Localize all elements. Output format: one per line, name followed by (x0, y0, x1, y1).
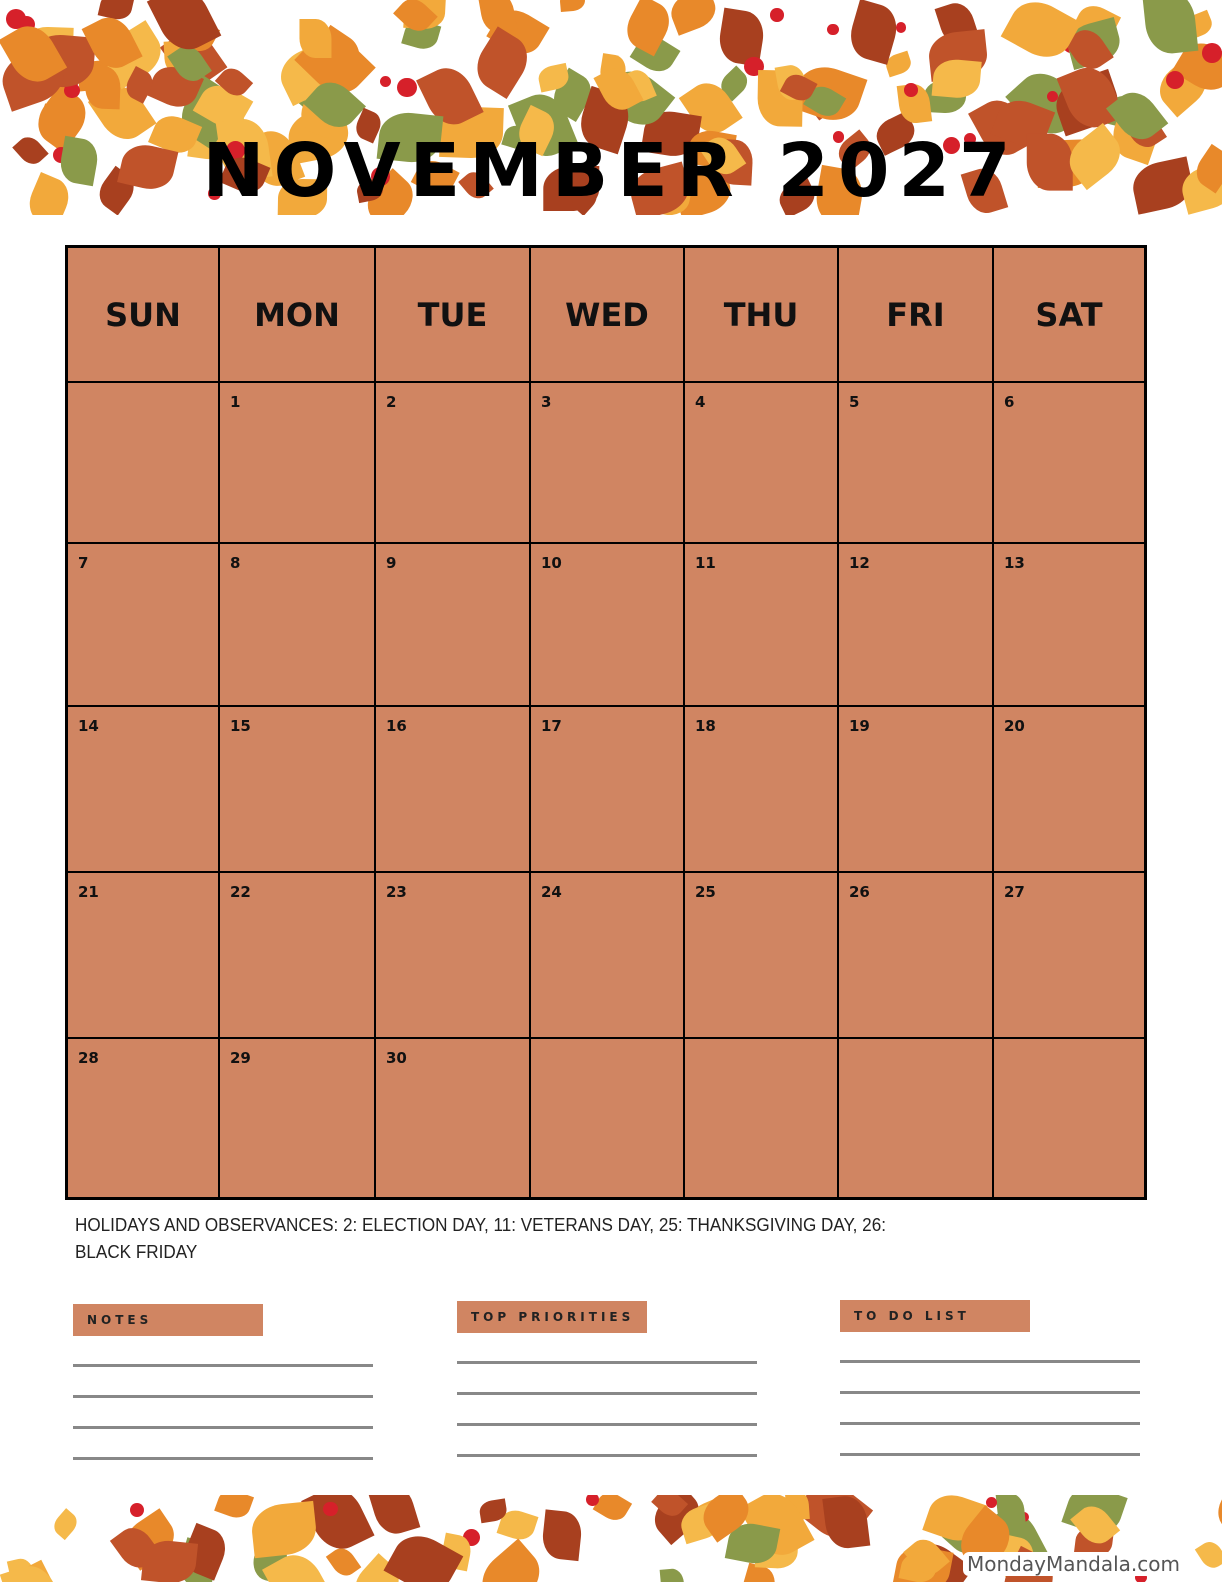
leaf-icon (1195, 1538, 1222, 1573)
day-cell[interactable] (376, 707, 531, 873)
weekday-header: MON (220, 248, 376, 383)
leaf-icon (50, 1508, 82, 1540)
day-number: 17 (541, 717, 562, 735)
day-cell[interactable] (68, 383, 220, 544)
notes-line[interactable] (73, 1364, 373, 1367)
day-cell[interactable] (531, 707, 685, 873)
day-cell[interactable] (68, 707, 220, 873)
day-cell[interactable] (531, 873, 685, 1039)
leaf-icon (323, 1502, 338, 1517)
day-cell[interactable] (68, 544, 220, 707)
day-cell[interactable] (68, 1039, 220, 1197)
day-number: 23 (386, 883, 407, 901)
day-cell[interactable] (685, 544, 839, 707)
priority-line[interactable] (457, 1361, 757, 1364)
calendar-grid (65, 245, 1147, 1200)
holidays-note: HOLIDAYS AND OBSERVANCES: 2: ELECTION DAY, 11: VETERANS DAY, 25: THANKSGIVING DAY, 26: BLACK FRIDAY (75, 1215, 886, 1262)
day-number: 14 (78, 717, 99, 735)
notes-section (73, 1304, 373, 1460)
leaf-icon (300, 19, 332, 58)
priority-line[interactable] (457, 1423, 757, 1426)
day-number: 25 (695, 883, 716, 901)
top-priorities-section (457, 1301, 757, 1457)
leaf-icon (827, 24, 839, 36)
leaf-icon (1166, 71, 1184, 89)
day-number: 11 (695, 554, 716, 572)
leaf-icon (326, 1543, 362, 1580)
todo-label: TO DO LIST (840, 1300, 1030, 1332)
leaf-icon (770, 8, 783, 21)
day-cell[interactable] (839, 707, 994, 873)
leaf-icon (586, 1495, 599, 1506)
day-number: 7 (78, 554, 89, 572)
day-cell[interactable] (685, 873, 839, 1039)
day-number: 27 (1004, 883, 1025, 901)
notes-line[interactable] (73, 1457, 373, 1460)
leaf-icon (932, 58, 982, 100)
leaf-icon (1001, 0, 1082, 67)
weekday-header: SUN (68, 248, 220, 383)
priority-line[interactable] (457, 1392, 757, 1395)
day-cell[interactable] (685, 383, 839, 544)
leaf-icon (1142, 0, 1198, 56)
day-number: 28 (78, 1049, 99, 1067)
leaf-icon (368, 1495, 421, 1538)
day-number: 29 (230, 1049, 251, 1067)
weekday-header: FRI (839, 248, 994, 383)
day-cell[interactable] (994, 707, 1144, 873)
day-cell[interactable] (68, 873, 220, 1039)
weekday-header: THU (685, 248, 839, 383)
priority-line[interactable] (457, 1454, 757, 1457)
day-cell[interactable] (376, 383, 531, 544)
day-number: 8 (230, 554, 241, 572)
day-cell[interactable] (531, 383, 685, 544)
day-cell[interactable] (839, 544, 994, 707)
day-cell[interactable] (994, 383, 1144, 544)
day-number: 6 (1004, 393, 1015, 411)
day-number: 18 (695, 717, 716, 735)
day-cell[interactable] (994, 1039, 1144, 1197)
day-number: 5 (849, 393, 860, 411)
day-cell[interactable] (376, 1039, 531, 1197)
day-cell[interactable] (839, 383, 994, 544)
todo-line[interactable] (840, 1453, 1140, 1456)
day-cell[interactable] (220, 383, 376, 544)
day-cell[interactable] (531, 544, 685, 707)
day-number: 26 (849, 883, 870, 901)
day-number: 15 (230, 717, 251, 735)
leaf-icon (986, 1497, 997, 1508)
leaf-icon (559, 0, 586, 12)
day-number: 2 (386, 393, 397, 411)
day-number: 20 (1004, 717, 1025, 735)
todo-line[interactable] (840, 1391, 1140, 1394)
top-priorities-label: TOP PRIORITIES (457, 1301, 647, 1333)
day-cell[interactable] (685, 707, 839, 873)
leaf-icon (472, 1539, 551, 1582)
day-number: 3 (541, 393, 552, 411)
day-cell[interactable] (220, 707, 376, 873)
day-cell[interactable] (839, 1039, 994, 1197)
leaf-icon (667, 0, 722, 36)
weekday-header: WED (531, 248, 685, 383)
day-number: 24 (541, 883, 562, 901)
weekday-header: SAT (994, 248, 1144, 383)
day-number: 10 (541, 554, 562, 572)
day-cell[interactable] (376, 544, 531, 707)
notes-line[interactable] (73, 1426, 373, 1429)
leaf-icon (540, 1509, 583, 1561)
notes-line[interactable] (73, 1395, 373, 1398)
todo-line[interactable] (840, 1422, 1140, 1425)
leaf-icon (380, 76, 391, 87)
notes-label: NOTES (73, 1304, 263, 1336)
leaf-icon (896, 22, 907, 33)
brand-watermark: MondayMandala.com (963, 1552, 1184, 1576)
leaf-icon (904, 83, 918, 97)
todo-line[interactable] (840, 1360, 1140, 1363)
todo-section (840, 1300, 1140, 1456)
day-cell[interactable] (685, 1039, 839, 1197)
leaf-icon (659, 1568, 684, 1582)
day-number: 22 (230, 883, 251, 901)
day-number: 19 (849, 717, 870, 735)
day-cell[interactable] (994, 544, 1144, 707)
day-number: 21 (78, 883, 99, 901)
day-cell[interactable] (220, 544, 376, 707)
leaf-icon (214, 1495, 254, 1522)
day-number: 12 (849, 554, 870, 572)
leaf-icon (130, 1503, 144, 1517)
day-cell[interactable] (220, 1039, 376, 1197)
leaf-icon (1202, 43, 1222, 63)
day-number: 13 (1004, 554, 1025, 572)
leaf-icon (397, 78, 417, 98)
day-number: 4 (695, 393, 706, 411)
day-cell[interactable] (376, 873, 531, 1039)
day-number: 9 (386, 554, 397, 572)
weekday-header: TUE (376, 248, 531, 383)
day-number: 16 (386, 717, 407, 735)
day-cell[interactable] (220, 873, 376, 1039)
leaf-icon (250, 1501, 319, 1559)
day-cell[interactable] (531, 1039, 685, 1197)
day-number: 1 (230, 393, 241, 411)
leaf-icon (1211, 1495, 1222, 1536)
day-cell[interactable] (839, 873, 994, 1039)
page-title: NOVEMBER 2027 (202, 128, 1020, 214)
day-number: 30 (386, 1049, 407, 1067)
day-cell[interactable] (994, 873, 1144, 1039)
